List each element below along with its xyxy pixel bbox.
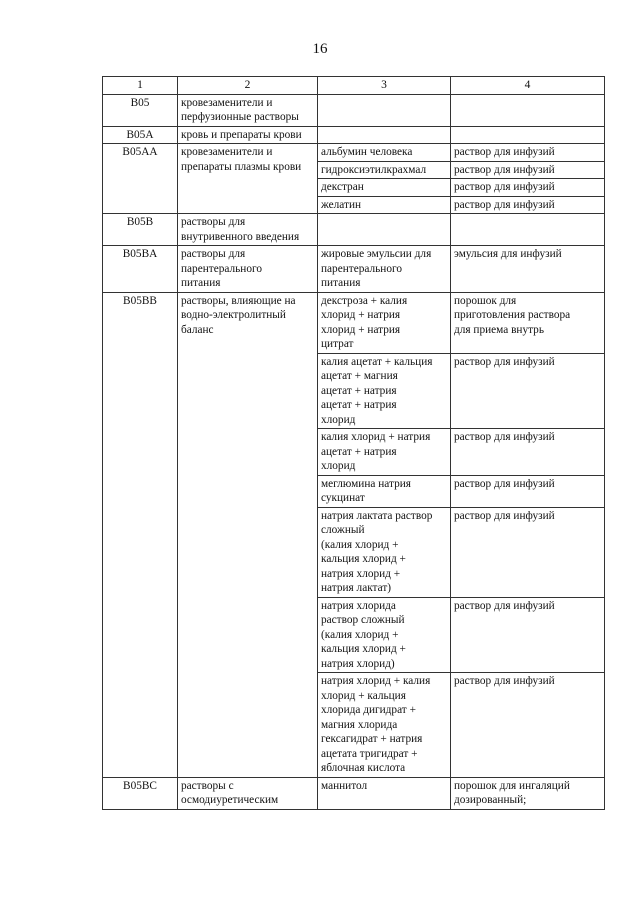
group-name-cell: кровь и препараты крови (178, 126, 318, 144)
dosage-form-cell: раствор для инфузий (451, 507, 605, 597)
drug-name-cell: желатин (318, 196, 451, 214)
dosage-form-cell: раствор для инфузий (451, 179, 605, 197)
dosage-form-cell: раствор для инфузий (451, 475, 605, 507)
drug-name-cell: альбумин человека (318, 144, 451, 162)
table-row (103, 126, 605, 144)
drug-name-cell: натрия хлорид + калия хлорид + кальция хлорида дигидрат + магния хлорида гексагидрат + натрия ацетата тригидрат + яблочная кислота (318, 673, 451, 778)
group-name-cell: растворы, влияющие на водно-электролитный баланс (178, 292, 318, 777)
dosage-form-cell: раствор для инфузий (451, 597, 605, 673)
table-row (103, 214, 605, 246)
atc-code-cell: B05 (103, 94, 178, 126)
dosage-form-cell (451, 94, 605, 126)
dosage-form-cell: эмульсия для инфузий (451, 246, 605, 293)
drug-name-cell: меглюмина натрия сукцинат (318, 475, 451, 507)
dosage-form-cell: раствор для инфузий (451, 196, 605, 214)
group-name-cell: растворы с осмодиуретическим (178, 777, 318, 809)
dosage-form-cell: порошок для ингаляций дозированный; (451, 777, 605, 809)
drug-name-cell: маннитол (318, 777, 451, 809)
drug-classification-table (102, 76, 605, 810)
dosage-form-cell: раствор для инфузий (451, 673, 605, 778)
table-row (103, 144, 605, 162)
column-header: 2 (178, 77, 318, 95)
dosage-form-cell: раствор для инфузий (451, 144, 605, 162)
column-header: 3 (318, 77, 451, 95)
table-row (103, 94, 605, 126)
page-number: 16 (312, 41, 328, 57)
drug-name-cell (318, 94, 451, 126)
drug-name-cell: калия хлорид + натрия ацетат + натрия хлорид (318, 429, 451, 476)
atc-code-cell: B05A (103, 126, 178, 144)
dosage-form-cell (451, 126, 605, 144)
dosage-form-cell: порошок для приготовления раствора для приема внутрь (451, 292, 605, 353)
dosage-form-cell: раствор для инфузий (451, 353, 605, 429)
atc-code-cell: B05BB (103, 292, 178, 777)
atc-code-cell: B05BC (103, 777, 178, 809)
drug-name-cell: натрия лактата раствор сложный (калия хлорид + кальция хлорид + натрия хлорид + натрия лактат) (318, 507, 451, 597)
column-header: 1 (103, 77, 178, 95)
drug-name-cell: декстран (318, 179, 451, 197)
drug-name-cell: гидроксиэтилкрахмал (318, 161, 451, 179)
drug-name-cell: декстроза + калия хлорид + натрия хлорид + натрия цитрат (318, 292, 451, 353)
drug-name-cell: натрия хлорида раствор сложный (калия хлорид + кальция хлорид + натрия хлорид) (318, 597, 451, 673)
dosage-form-cell (451, 214, 605, 246)
group-name-cell: кровезаменители и препараты плазмы крови (178, 144, 318, 214)
drug-name-cell (318, 126, 451, 144)
group-name-cell: растворы для парентерального питания (178, 246, 318, 293)
table-row (103, 292, 605, 353)
group-name-cell: растворы для внутривенного введения (178, 214, 318, 246)
atc-code-cell: B05AA (103, 144, 178, 214)
drug-name-cell (318, 214, 451, 246)
column-header: 4 (451, 77, 605, 95)
dosage-form-cell: раствор для инфузий (451, 161, 605, 179)
table-row (103, 246, 605, 293)
table-header-row (103, 77, 605, 95)
atc-code-cell: B05B (103, 214, 178, 246)
atc-code-cell: B05BA (103, 246, 178, 293)
table-body (103, 94, 605, 809)
table-row (103, 777, 605, 809)
group-name-cell: кровезаменители и перфузионные растворы (178, 94, 318, 126)
dosage-form-cell: раствор для инфузий (451, 429, 605, 476)
drug-name-cell: жировые эмульсии для парентерального питания (318, 246, 451, 293)
drug-name-cell: калия ацетат + кальция ацетат + магния ацетат + натрия ацетат + натрия хлорид (318, 353, 451, 429)
